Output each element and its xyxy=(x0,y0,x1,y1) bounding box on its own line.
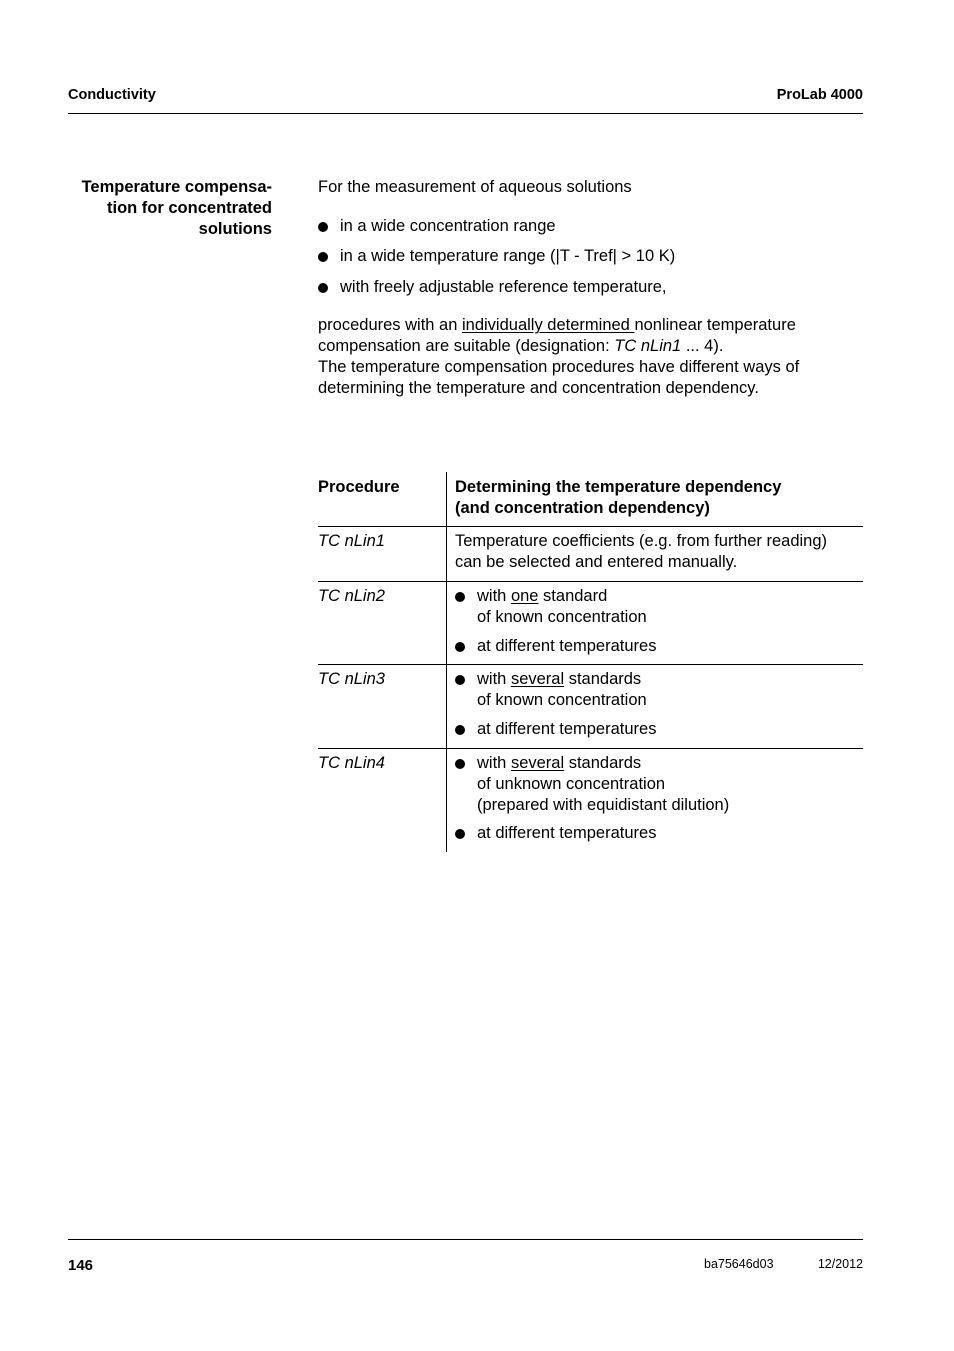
table-rule xyxy=(318,581,863,582)
table-header-description: Determining the temperature dependency (and concentration dependency) xyxy=(455,478,782,517)
bullet-icon xyxy=(318,222,328,232)
section-heading-line: tion for concentrated xyxy=(106,199,272,217)
paragraph-line: procedures with an individually determined nonlinear temperature xyxy=(318,316,796,334)
footer-rule xyxy=(68,1239,863,1240)
page-number: 146 xyxy=(68,1257,94,1274)
table-header-procedure: Procedure xyxy=(318,478,400,496)
underlined-word: one xyxy=(510,587,539,605)
running-header-section: Conductivity xyxy=(68,87,156,103)
intro-text: For the measurement of aqueous solutions xyxy=(318,178,632,196)
bullet-icon xyxy=(455,642,465,652)
underlined-phrase: individually determined xyxy=(462,316,635,334)
table-rule xyxy=(318,526,863,527)
list-item-text: in a wide temperature range (|T - Tref| > 10 K) xyxy=(340,247,676,265)
table-column-divider xyxy=(446,472,447,852)
paragraph-line: determining the temperature and concentration dependency. xyxy=(318,379,759,397)
header-rule xyxy=(68,113,863,114)
bullet-icon xyxy=(455,675,465,685)
underlined-word: several xyxy=(510,754,565,772)
underlined-word: several xyxy=(510,670,565,688)
designation-term: TC nLin1 xyxy=(614,337,682,355)
list-item-text: with freely adjustable reference temperature, xyxy=(340,278,667,296)
table-rule xyxy=(318,748,863,749)
bullet-icon xyxy=(318,283,328,293)
table-row-procedure: TC nLin3 xyxy=(318,670,385,688)
running-header-product: ProLab 4000 xyxy=(776,87,863,103)
bullet-icon xyxy=(455,829,465,839)
table-rule xyxy=(318,664,863,665)
section-heading-line: solutions xyxy=(198,220,272,238)
document-date: 12/2012 xyxy=(817,1257,863,1271)
table-row-description: Temperature coefficients (e.g. from further reading) can be selected and entered manually. xyxy=(455,532,828,571)
table-row-procedure: TC nLin2 xyxy=(318,587,385,605)
paragraph-line: compensation are suitable (designation: TC nLin1 ... 4). xyxy=(318,337,724,355)
bullet-icon xyxy=(455,725,465,735)
bullet-icon xyxy=(455,759,465,769)
bullet-icon xyxy=(455,592,465,602)
section-heading-line: Temperature compensa- xyxy=(81,178,272,196)
table-row-procedure: TC nLin4 xyxy=(318,754,385,772)
section-heading xyxy=(52,177,272,240)
list-item-text: in a wide concentration range xyxy=(340,217,556,235)
bullet-icon xyxy=(318,252,328,262)
body-paragraph xyxy=(318,315,799,399)
paragraph-line: The temperature compensation procedures have different ways of xyxy=(318,358,800,376)
document-id: ba75646d03 xyxy=(704,1257,774,1271)
table-row-procedure: TC nLin1 xyxy=(318,532,385,550)
